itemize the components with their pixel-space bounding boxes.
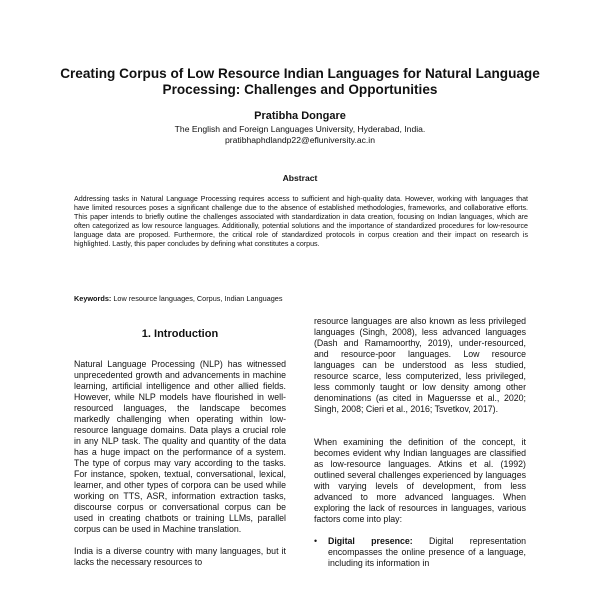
paper-title: Creating Corpus of Low Resource Indian Languages for Natural Language Processing: Challenges and Opportunities bbox=[60, 66, 540, 97]
abstract-text: Addressing tasks in Natural Language Processing requires access to sufficient and high-quality data. However, working with languages that have limited resources poses a significant challenge due to the absence of established methodologies, frameworks, and collaborative efforts. This paper intends to briefly outline the challenges associated with standardization in data creation, focusing on Indian languages, which are often categorized as low resource languages. Additionally, potential solutions and the importance of standardized procedures for low-resource language data are proposed. Furthermore, the critical role of standardized protocols in corpus creation and their impact on research is highlighted. Lastly, this paper concludes by defining what constitutes a corpus. bbox=[74, 195, 528, 248]
right-column bbox=[314, 316, 526, 569]
abstract-heading: Abstract bbox=[282, 173, 318, 183]
bullet-item-digital-presence bbox=[314, 536, 526, 569]
author-affiliation: The English and Foreign Languages University, Hyderabad, India. bbox=[174, 124, 426, 134]
left-column bbox=[74, 327, 286, 568]
keywords-text: Low resource languages, Corpus, Indian Languages bbox=[113, 294, 283, 303]
right-paragraph-2: When examining the definition of the concept, it becomes evident why Indian languages are classified as low-resource languages. Atkins et al. (1992) outlined several challenges experienced by languages with varying levels of development, from less advanced to more advanced languages. When exploring the lack of resources in languages, various factors come into play: bbox=[314, 437, 526, 524]
introduction-paragraph-2: India is a diverse country with many languages, but it lacks the necessary resources to bbox=[74, 546, 286, 567]
keywords-label: Keywords: bbox=[74, 294, 112, 303]
keywords-line bbox=[74, 294, 528, 303]
introduction-paragraph-1: Natural Language Processing (NLP) has witnessed unprecedented growth and advancements in machine learning, artificial intelligence and other allied fields. However, while NLP models have flourished in well-resourced languages, the landscape becomes markedly challenging when operating within low-resource language domains. Data plays a crucial role in any NLP task. The quality and quantity of the data has a huge impact on the performance of a system. The type of corpus may vary according to the tasks. For instance, spoken, textual, conversational, lexical, learner, and other types of corpora can be used while working on TTS, ASR, information extraction tasks, discourse corpus or conversational corpus can be used in creating chatbots or training LLMs, parallel corpus can be used in Machine translation. bbox=[74, 359, 286, 534]
author-name: Pratibha Dongare bbox=[254, 110, 346, 122]
author-email[interactable]: pratibhaphdlandp22@efluniversity.ac.in bbox=[225, 135, 375, 145]
bullet-text: Digital representation encompasses the online presence of a language, including its information in bbox=[328, 536, 526, 568]
right-paragraph-1: resource languages are also known as less privileged languages (Singh, 2008), less advanced languages (Dash and Ramamoorthy, 2019), under-resourced, and resource-poor languages. Low resource languages can be understood as less studied, resource scarce, less computerized, less privileged, less commonly taught or low density among other denominations (as cited in Maguersse et al., 2020; Singh, 2008; Cieri et al., 2016; Tsvetkov, 2017). bbox=[314, 316, 526, 414]
introduction-heading: 1. Introduction bbox=[141, 328, 219, 340]
bullet-icon: • bbox=[314, 536, 318, 546]
bullet-label: Digital presence: bbox=[328, 536, 413, 546]
